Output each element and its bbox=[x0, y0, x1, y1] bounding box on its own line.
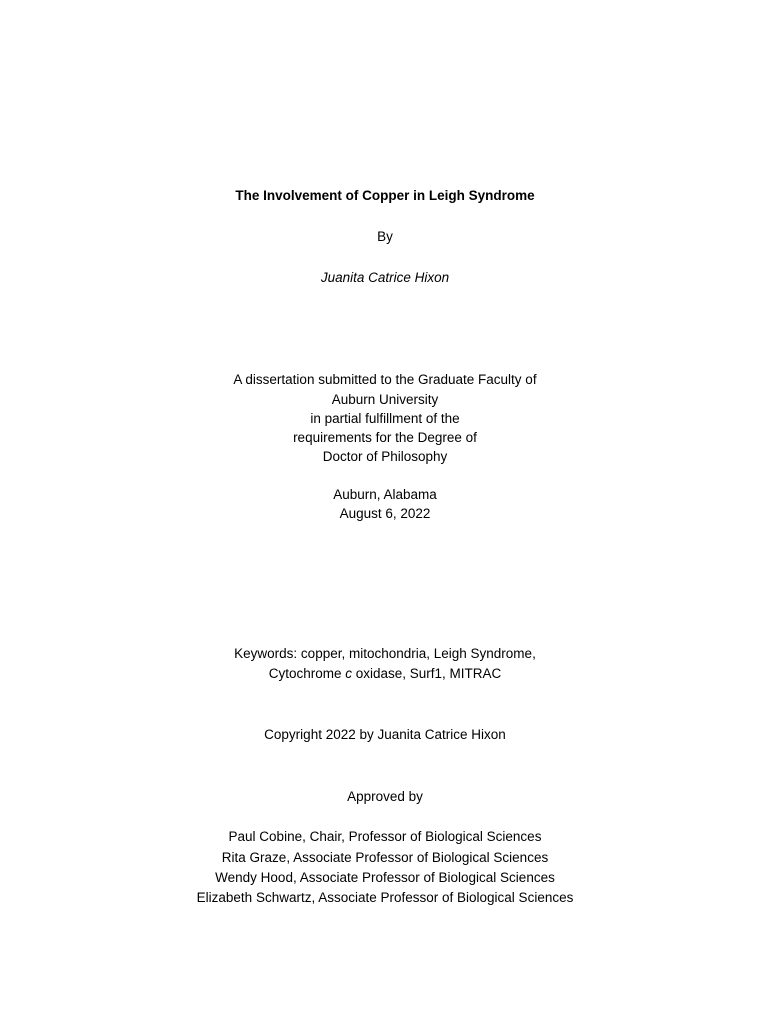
committee-member: Paul Cobine, Chair, Professor of Biological Sciences bbox=[228, 829, 542, 844]
location: Auburn, Alabama bbox=[333, 487, 437, 502]
copyright: Copyright 2022 by Juanita Catrice Hixon bbox=[264, 727, 506, 742]
keywords-line-2-italic: c bbox=[345, 666, 352, 681]
approved-by-label: Approved by bbox=[347, 789, 423, 804]
keywords-line-2-suffix: oxidase, Surf1, MITRAC bbox=[351, 666, 502, 681]
by-label: By bbox=[377, 229, 393, 244]
committee-member: Rita Graze, Associate Professor of Biological Sciences bbox=[221, 850, 549, 865]
date: August 6, 2022 bbox=[339, 506, 431, 521]
submission-line-2: Auburn University bbox=[331, 392, 439, 407]
dissertation-title: The Involvement of Copper in Leigh Syndrome bbox=[235, 188, 535, 203]
keywords-line-2-prefix: Cytochrome bbox=[268, 666, 346, 681]
submission-line-4: requirements for the Degree of bbox=[293, 430, 477, 445]
submission-line-3: in partial fulfillment of the bbox=[310, 411, 460, 426]
committee-member: Wendy Hood, Associate Professor of Biological Sciences bbox=[215, 870, 555, 885]
committee-member: Elizabeth Schwartz, Associate Professor of Biological Sciences bbox=[196, 890, 574, 905]
submission-line-1: A dissertation submitted to the Graduate Faculty of bbox=[233, 372, 537, 387]
author-name: Juanita Catrice Hixon bbox=[320, 270, 450, 285]
keywords-line-1: Keywords: copper, mitochondria, Leigh Syndrome, bbox=[234, 646, 536, 661]
submission-line-5: Doctor of Philosophy bbox=[322, 449, 448, 464]
keywords-line-2 bbox=[0, 665, 770, 683]
